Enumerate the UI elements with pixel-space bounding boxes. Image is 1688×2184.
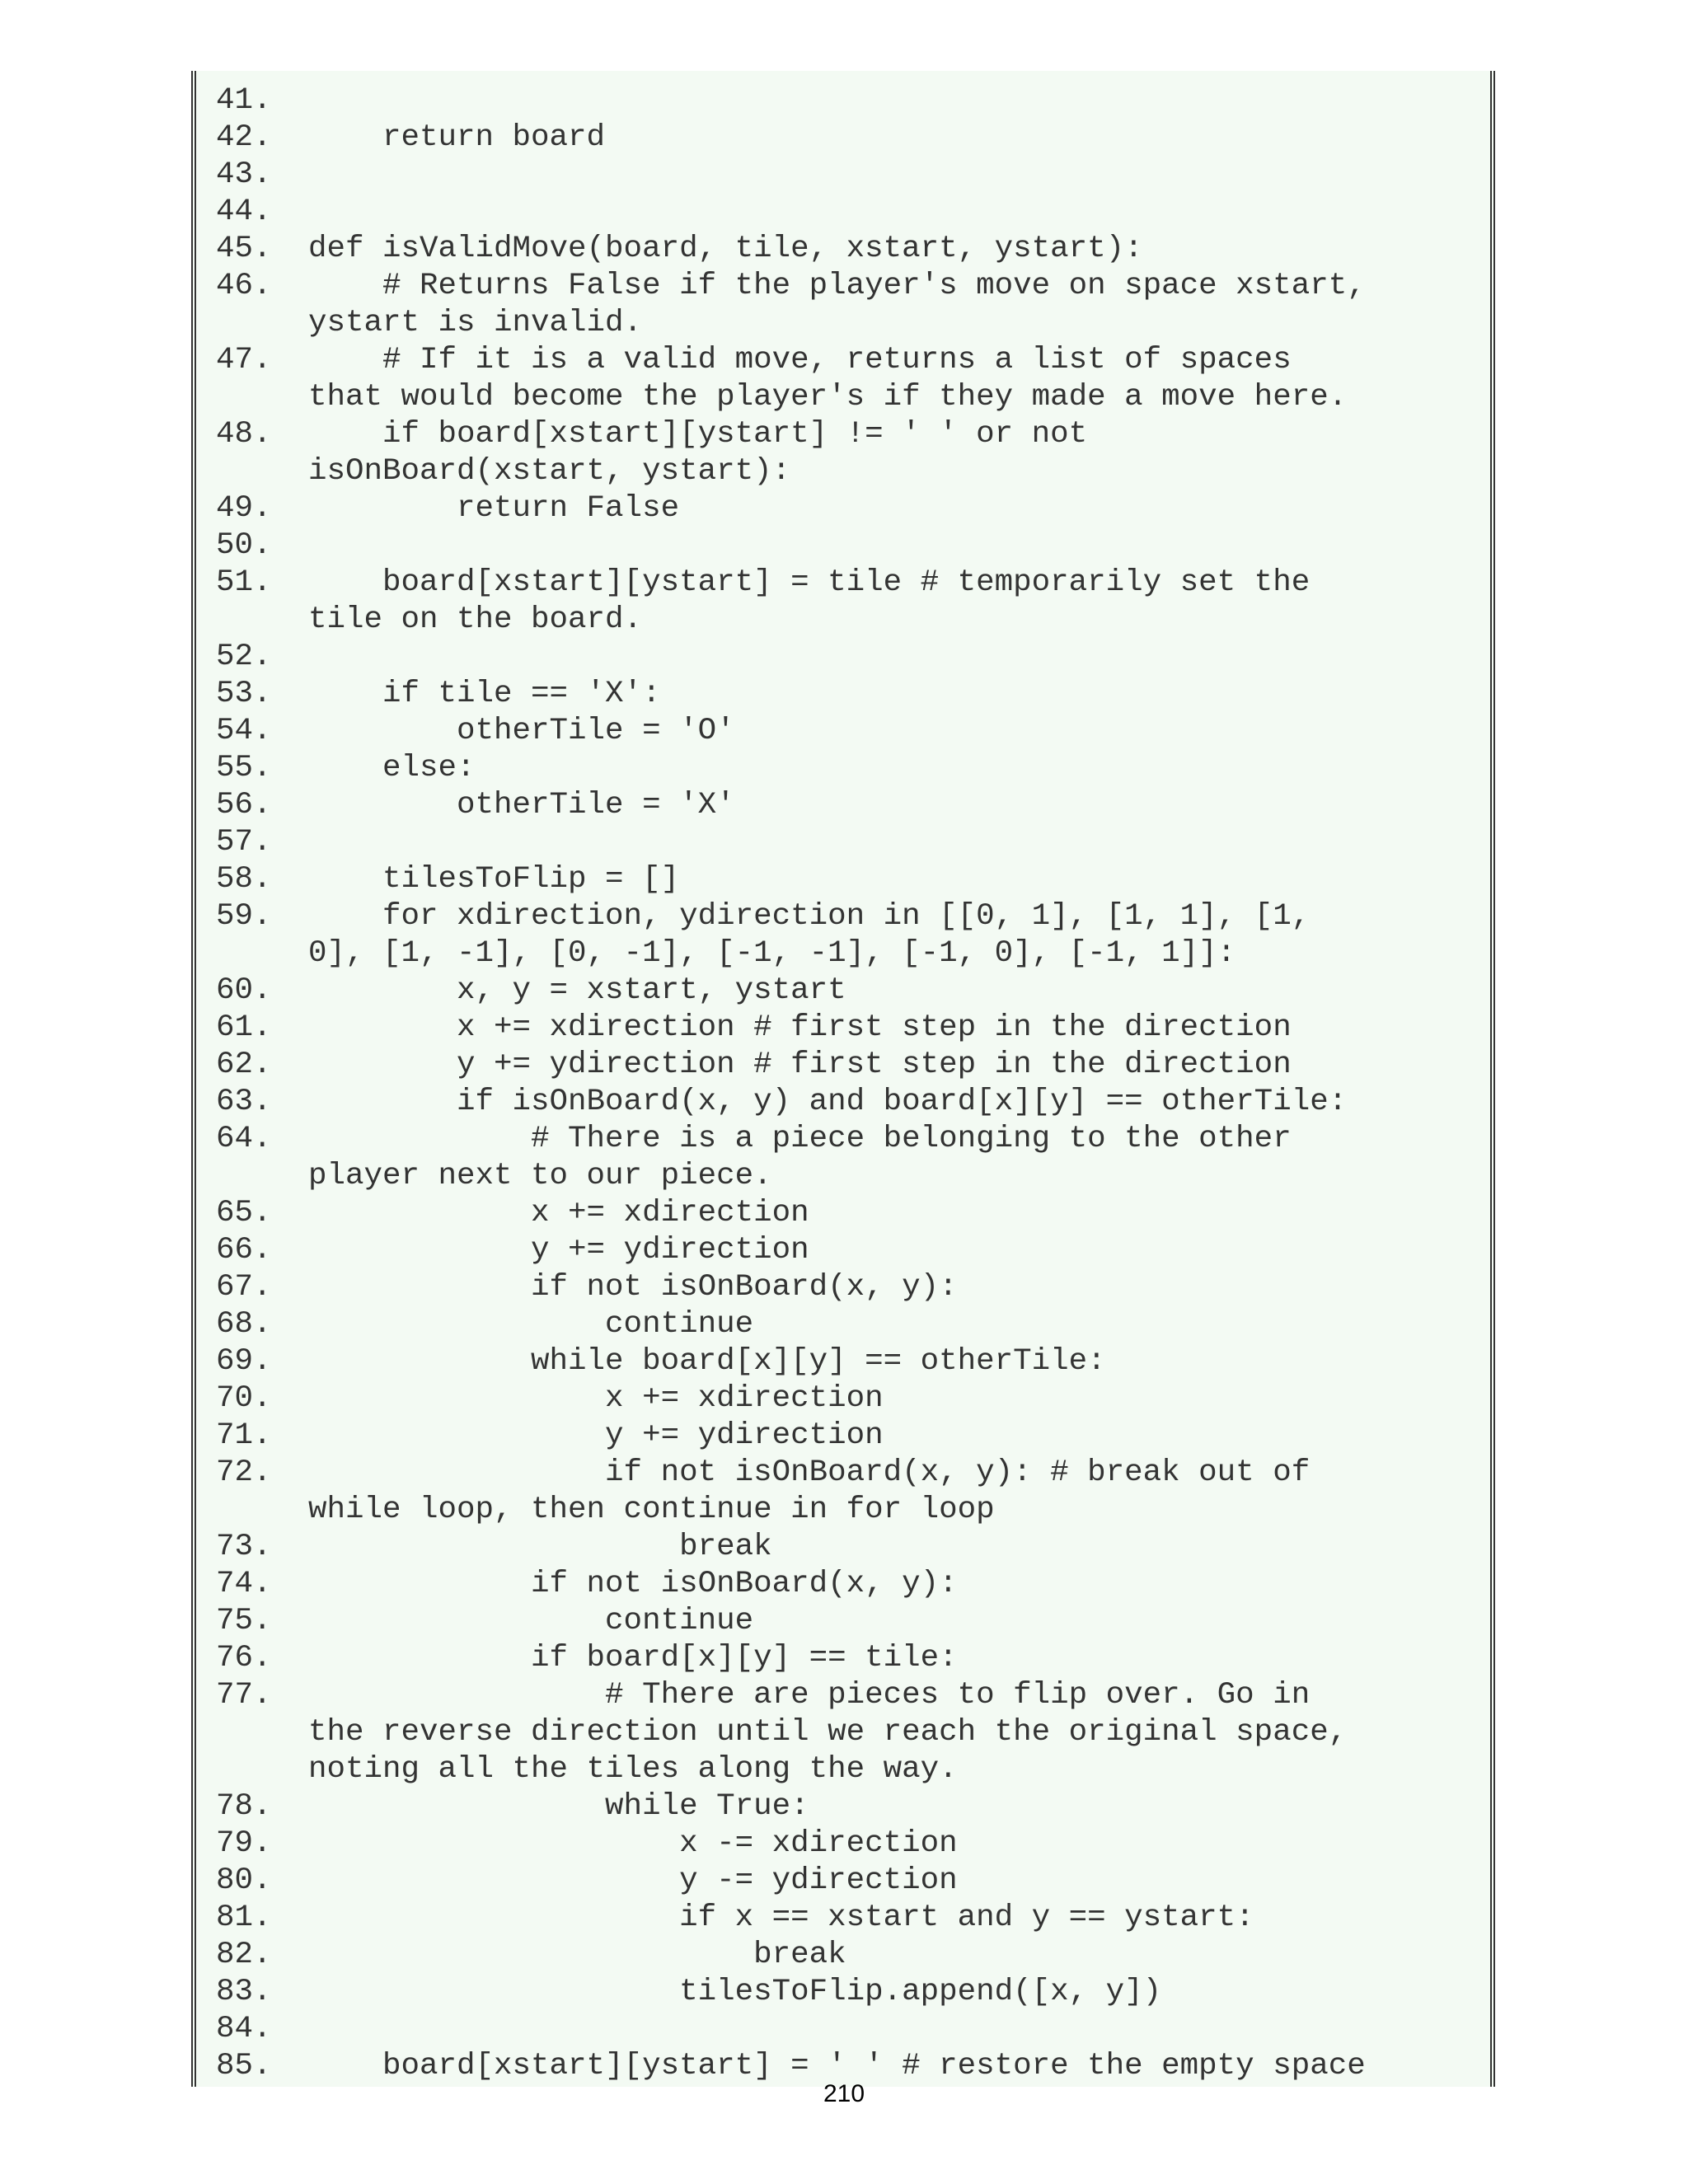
line-number: 80. [216,1863,272,1898]
code-text: x -= xdirection [308,1826,958,1861]
line-number: 53. [216,677,272,711]
code-line [196,1343,1490,1380]
line-number: 60. [216,973,272,1008]
code-text: tilesToFlip = [] [308,862,680,897]
code-line [196,1380,1490,1418]
line-number: 82. [216,1938,272,1972]
code-text: the reverse direction until we reach the original space, [308,1715,1348,1750]
code-text: if not isOnBoard(x, y): # break out of [308,1455,1311,1490]
line-number: 79. [216,1826,272,1861]
line-number: 45. [216,232,272,266]
code-line [196,824,1490,861]
line-number: 62. [216,1047,272,1082]
code-line [196,1974,1490,2011]
code-line [196,2011,1490,2048]
code-text: if not isOnBoard(x, y): [308,1567,958,1601]
code-text: while True: [308,1789,809,1824]
code-line [196,1084,1490,1121]
code-line [196,1306,1490,1343]
code-text: return False [308,491,680,526]
line-number: 57. [216,825,272,860]
code-line [196,1232,1490,1269]
line-number: 67. [216,1270,272,1305]
code-line [196,602,1490,639]
code-line [196,453,1490,490]
code-text: tilesToFlip.append([x, y]) [308,1975,1162,2009]
code-listing [191,71,1495,2087]
line-number: 47. [216,343,272,377]
code-line [196,1751,1490,1788]
code-line [196,639,1490,676]
code-line [196,565,1490,602]
line-number: 56. [216,788,272,823]
code-text: ystart is invalid. [308,306,643,340]
line-number: 50. [216,528,272,563]
code-line [196,120,1490,157]
code-text: # If it is a valid move, returns a list of spaces [308,343,1292,377]
line-number: 77. [216,1678,272,1713]
line-number: 78. [216,1789,272,1824]
code-text: continue [308,1604,754,1638]
line-number: 48. [216,417,272,452]
line-number: 75. [216,1604,272,1638]
code-line [196,1529,1490,1566]
code-line [196,750,1490,787]
line-number: 72. [216,1455,272,1490]
line-number: 68. [216,1307,272,1342]
code-line [196,82,1490,120]
code-line [196,1269,1490,1306]
line-number: 59. [216,899,272,934]
code-text: # Returns False if the player's move on space xstart, [308,269,1366,303]
line-number: 51. [216,565,272,600]
code-text: while loop, then continue in for loop [308,1493,995,1527]
line-number: 85. [216,2049,272,2083]
code-line [196,676,1490,713]
line-number: 42. [216,120,272,155]
code-text: if not isOnBoard(x, y): [308,1270,958,1305]
code-text: noting all the tiles along the way. [308,1752,958,1787]
line-number: 73. [216,1530,272,1564]
line-number: 44. [216,194,272,229]
code-line [196,898,1490,935]
code-line [196,1937,1490,1974]
line-number: 81. [216,1900,272,1935]
code-text: x += xdirection # first step in the direction [308,1010,1292,1045]
line-number: 66. [216,1233,272,1268]
code-text: break [308,1938,846,1972]
code-text: board[xstart][ystart] = ' ' # restore the empty space [308,2049,1366,2083]
code-line [196,194,1490,231]
code-text: if board[x][y] == tile: [308,1641,958,1675]
code-text: if isOnBoard(x, y) and board[x][y] == otherTile: [308,1085,1348,1119]
code-text: tile on the board. [308,602,643,637]
code-text: y -= ydirection [308,1863,958,1898]
code-line [196,1195,1490,1232]
code-line [196,861,1490,898]
line-number: 43. [216,157,272,192]
code-line [196,342,1490,379]
code-text: board[xstart][ystart] = tile # temporarily set the [308,565,1311,600]
code-line [196,1825,1490,1863]
code-line [196,1677,1490,1714]
code-line [196,527,1490,565]
code-text: continue [308,1307,754,1342]
code-text: def isValidMove(board, tile, xstart, ystart): [308,232,1143,266]
code-text: while board[x][y] == otherTile: [308,1344,1106,1379]
code-line [196,1714,1490,1751]
line-number: 61. [216,1010,272,1045]
code-text: player next to our piece. [308,1159,772,1193]
code-text: y += ydirection [308,1233,809,1268]
line-number: 41. [216,83,272,118]
code-line [196,1047,1490,1084]
code-line [196,713,1490,750]
code-line [196,1788,1490,1825]
line-number: 74. [216,1567,272,1601]
code-line [196,1603,1490,1640]
code-line [196,416,1490,453]
line-number: 70. [216,1381,272,1416]
code-text: that would become the player's if they made a move here. [308,380,1348,415]
line-number: 64. [216,1122,272,1156]
line-number: 76. [216,1641,272,1675]
code-line [196,1010,1490,1047]
code-text: x += xdirection [308,1196,809,1230]
code-line [196,268,1490,305]
code-line [196,231,1490,268]
code-text: isOnBoard(xstart, ystart): [308,454,791,489]
code-text: for xdirection, ydirection in [[0, 1], [1, 1], [1, [308,899,1311,934]
line-number: 52. [216,640,272,674]
line-number: 84. [216,2012,272,2046]
code-text: x += xdirection [308,1381,884,1416]
code-text: # There are pieces to flip over. Go in [308,1678,1311,1713]
code-line [196,1158,1490,1195]
page-number: 210 [823,2080,865,2107]
code-text: if x == xstart and y == ystart: [308,1900,1254,1935]
code-line [196,379,1490,416]
line-number: 46. [216,269,272,303]
code-line [196,972,1490,1010]
code-line [196,1418,1490,1455]
code-line [196,1863,1490,1900]
code-text: return board [308,120,606,155]
code-text: x, y = xstart, ystart [308,973,846,1008]
code-line [196,1455,1490,1492]
code-line [196,1121,1490,1158]
code-line [196,157,1490,194]
code-line [196,935,1490,972]
code-text: # There is a piece belonging to the other [308,1122,1292,1156]
code-text: y += ydirection [308,1418,884,1453]
code-line [196,305,1490,342]
code-text: if tile == 'X': [308,677,661,711]
code-text: if board[xstart][ystart] != ' ' or not [308,417,1088,452]
line-number: 55. [216,751,272,785]
line-number: 63. [216,1085,272,1119]
line-number: 69. [216,1344,272,1379]
line-number: 83. [216,1975,272,2009]
line-number: 49. [216,491,272,526]
code-text: otherTile = 'X' [308,788,735,823]
code-line [196,490,1490,527]
code-line [196,1640,1490,1677]
code-line [196,1492,1490,1529]
code-text: else: [308,751,476,785]
line-number: 58. [216,862,272,897]
code-text: otherTile = 'O' [308,714,735,748]
code-text: break [308,1530,772,1564]
line-number: 71. [216,1418,272,1453]
code-line [196,1900,1490,1937]
code-line [196,1566,1490,1603]
code-text: y += ydirection # first step in the direction [308,1047,1292,1082]
code-text: 0], [1, -1], [0, -1], [-1, -1], [-1, 0], [-1, 1]]: [308,936,1236,971]
code-line [196,787,1490,824]
line-number: 65. [216,1196,272,1230]
line-number: 54. [216,714,272,748]
